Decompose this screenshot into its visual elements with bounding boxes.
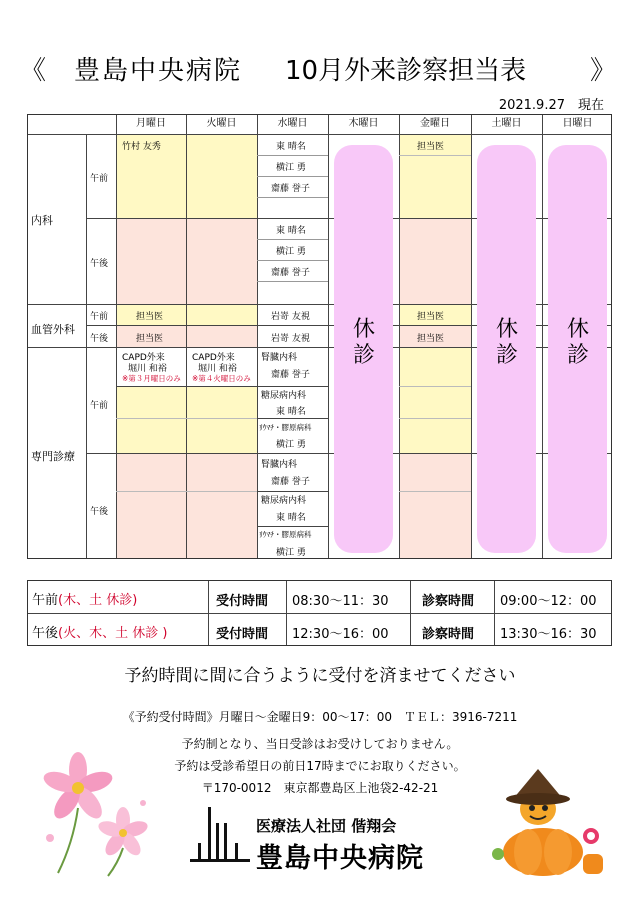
note-2: 予約は受診希望日の前日17時までにお取りください。 (174, 759, 466, 773)
naika-pm-wed-3: 齋藤 誉子 (271, 268, 310, 278)
kekkan-am-label: 午前 (90, 312, 109, 322)
kekkan-am-fri: 担当医 (417, 312, 445, 322)
senmon-am-wed-clinic-2: 糖尿病内科 (261, 391, 307, 401)
day-sat: 土曜日 (491, 118, 522, 129)
senmon-am-wed-clinic-3: ﾘｳﾏﾁ・膠原病科 (259, 423, 312, 432)
hospital-name: 豊島中央病院 (256, 843, 424, 874)
reservation-hours: 《予約受付時間》月曜日～金曜日9：00～17：00 ＴＥＬ：3916-7211 (122, 710, 518, 724)
am-label: 午前(木、土 休診) (32, 593, 138, 608)
naika-am-fri: 担当医 (417, 142, 445, 152)
am-exam: 09:00～12：00 (500, 594, 597, 609)
title-open-bracket: 《 (20, 56, 47, 86)
am-reception-label: 受付時間 (216, 594, 269, 609)
naika-pm-fri-bg (399, 218, 471, 304)
halloween-pumpkin-icon (488, 764, 610, 879)
kekkan-pm-fri: 担当医 (417, 334, 445, 344)
schedule-grid (27, 114, 612, 559)
naika-am-mon: 竹村 友秀 (122, 142, 161, 152)
senmon-am-wed-clinic-1: 腎臓内科 (261, 353, 298, 363)
dept-kekkan: 血管外科 (31, 323, 75, 336)
day-wed: 水曜日 (277, 118, 308, 129)
senmon-am-wed-doctor-3: 横江 勇 (276, 440, 306, 450)
hours-table (27, 580, 612, 646)
title-close-bracket: 》 (590, 56, 617, 86)
senmon-pm-label: 午後 (90, 507, 109, 517)
kekkan-pm-wed: 岩嵜 友視 (271, 334, 310, 344)
closed-sun-label: 休 診 (566, 317, 589, 368)
naika-am-wed-3: 齋藤 誉子 (271, 184, 310, 194)
naika-am-wed-1: 東 晴名 (276, 142, 306, 152)
senmon-pm-fri-bg (399, 453, 471, 559)
title-month: 10月外来診察担当表 (285, 56, 527, 86)
dept-naika: 内科 (31, 214, 53, 227)
senmon-am-wed-doctor-2: 東 晴名 (276, 407, 306, 417)
senmon-pm-wed-doctor-3: 横江 勇 (276, 548, 306, 558)
senmon-pm-wed-clinic-3: ﾘｳﾏﾁ・膠原病科 (259, 530, 312, 539)
pm-exam: 13:30～16：30 (500, 627, 597, 642)
capd-tue-clinic: CAPD外来 (192, 353, 235, 363)
naika-am-wed-2: 横江 勇 (276, 163, 306, 173)
senmon-pm-wed-clinic-2: 糖尿病内科 (261, 496, 307, 506)
senmon-pm-wed-doctor-2: 東 晴名 (276, 513, 306, 523)
senmon-pm-wed-doctor-1: 齋藤 誉子 (271, 477, 310, 487)
address: 〒170-0012 東京都豊島区上池袋2-42-21 (201, 781, 439, 795)
am-exam-label: 診察時間 (422, 594, 475, 609)
capd-tue-note: ※第４火曜日のみ (192, 374, 251, 383)
pm-label: 午後(火、木、土 休診 ) (32, 626, 168, 641)
capd-mon-clinic: CAPD外来 (122, 353, 165, 363)
page-title (0, 50, 640, 86)
capd-mon-doctor: 堀川 和裕 (128, 364, 167, 374)
hospital-logo-icon (190, 805, 250, 867)
cosmos-flower-icon (28, 748, 158, 878)
pm-reception-label: 受付時間 (216, 627, 269, 642)
capd-tue-doctor: 堀川 和裕 (198, 364, 237, 374)
senmon-am-wed-doctor-1: 齋藤 誉子 (271, 370, 310, 380)
notice-main: 予約時間に間に合うように受付を済ませてください (124, 666, 516, 686)
closed-sat-label: 休 診 (495, 317, 518, 368)
kekkan-pm-label: 午後 (90, 334, 109, 344)
as-of-date: 2021.9.27 現在 (498, 98, 604, 113)
pm-exam-label: 診察時間 (422, 627, 475, 642)
day-mon: 月曜日 (136, 118, 166, 129)
dept-senmon: 専門診療 (31, 450, 75, 463)
note-1: 予約制となり、当日受診はお受けしておりません。 (181, 737, 459, 751)
naika-pm-label: 午後 (90, 259, 109, 269)
day-tue: 火曜日 (206, 118, 237, 129)
kekkan-pm-mon: 担当医 (136, 334, 164, 344)
naika-pm-wed-2: 横江 勇 (276, 247, 306, 257)
capd-mon-note: ※第３月曜日のみ (122, 374, 181, 383)
day-fri: 金曜日 (420, 118, 450, 129)
closed-thu-label: 休 診 (352, 317, 375, 368)
kekkan-am-mon: 担当医 (136, 312, 164, 322)
day-thu: 木曜日 (348, 118, 379, 129)
senmon-am-label: 午前 (90, 401, 109, 411)
am-reception: 08:30～11：30 (292, 594, 389, 609)
kekkan-am-wed: 岩嵜 友視 (271, 312, 310, 322)
senmon-am-fri-bg (399, 347, 471, 453)
pm-reception: 12:30～16：00 (292, 627, 389, 642)
org-name: 医療法人社団 偕翔会 (256, 817, 397, 835)
title-hospital: 豊島中央病院 (74, 56, 243, 86)
senmon-pm-wed-clinic-1: 腎臓内科 (261, 460, 298, 470)
naika-am-label: 午前 (90, 174, 109, 184)
day-sun: 日曜日 (562, 118, 593, 129)
naika-pm-wed-1: 東 晴名 (276, 226, 306, 236)
